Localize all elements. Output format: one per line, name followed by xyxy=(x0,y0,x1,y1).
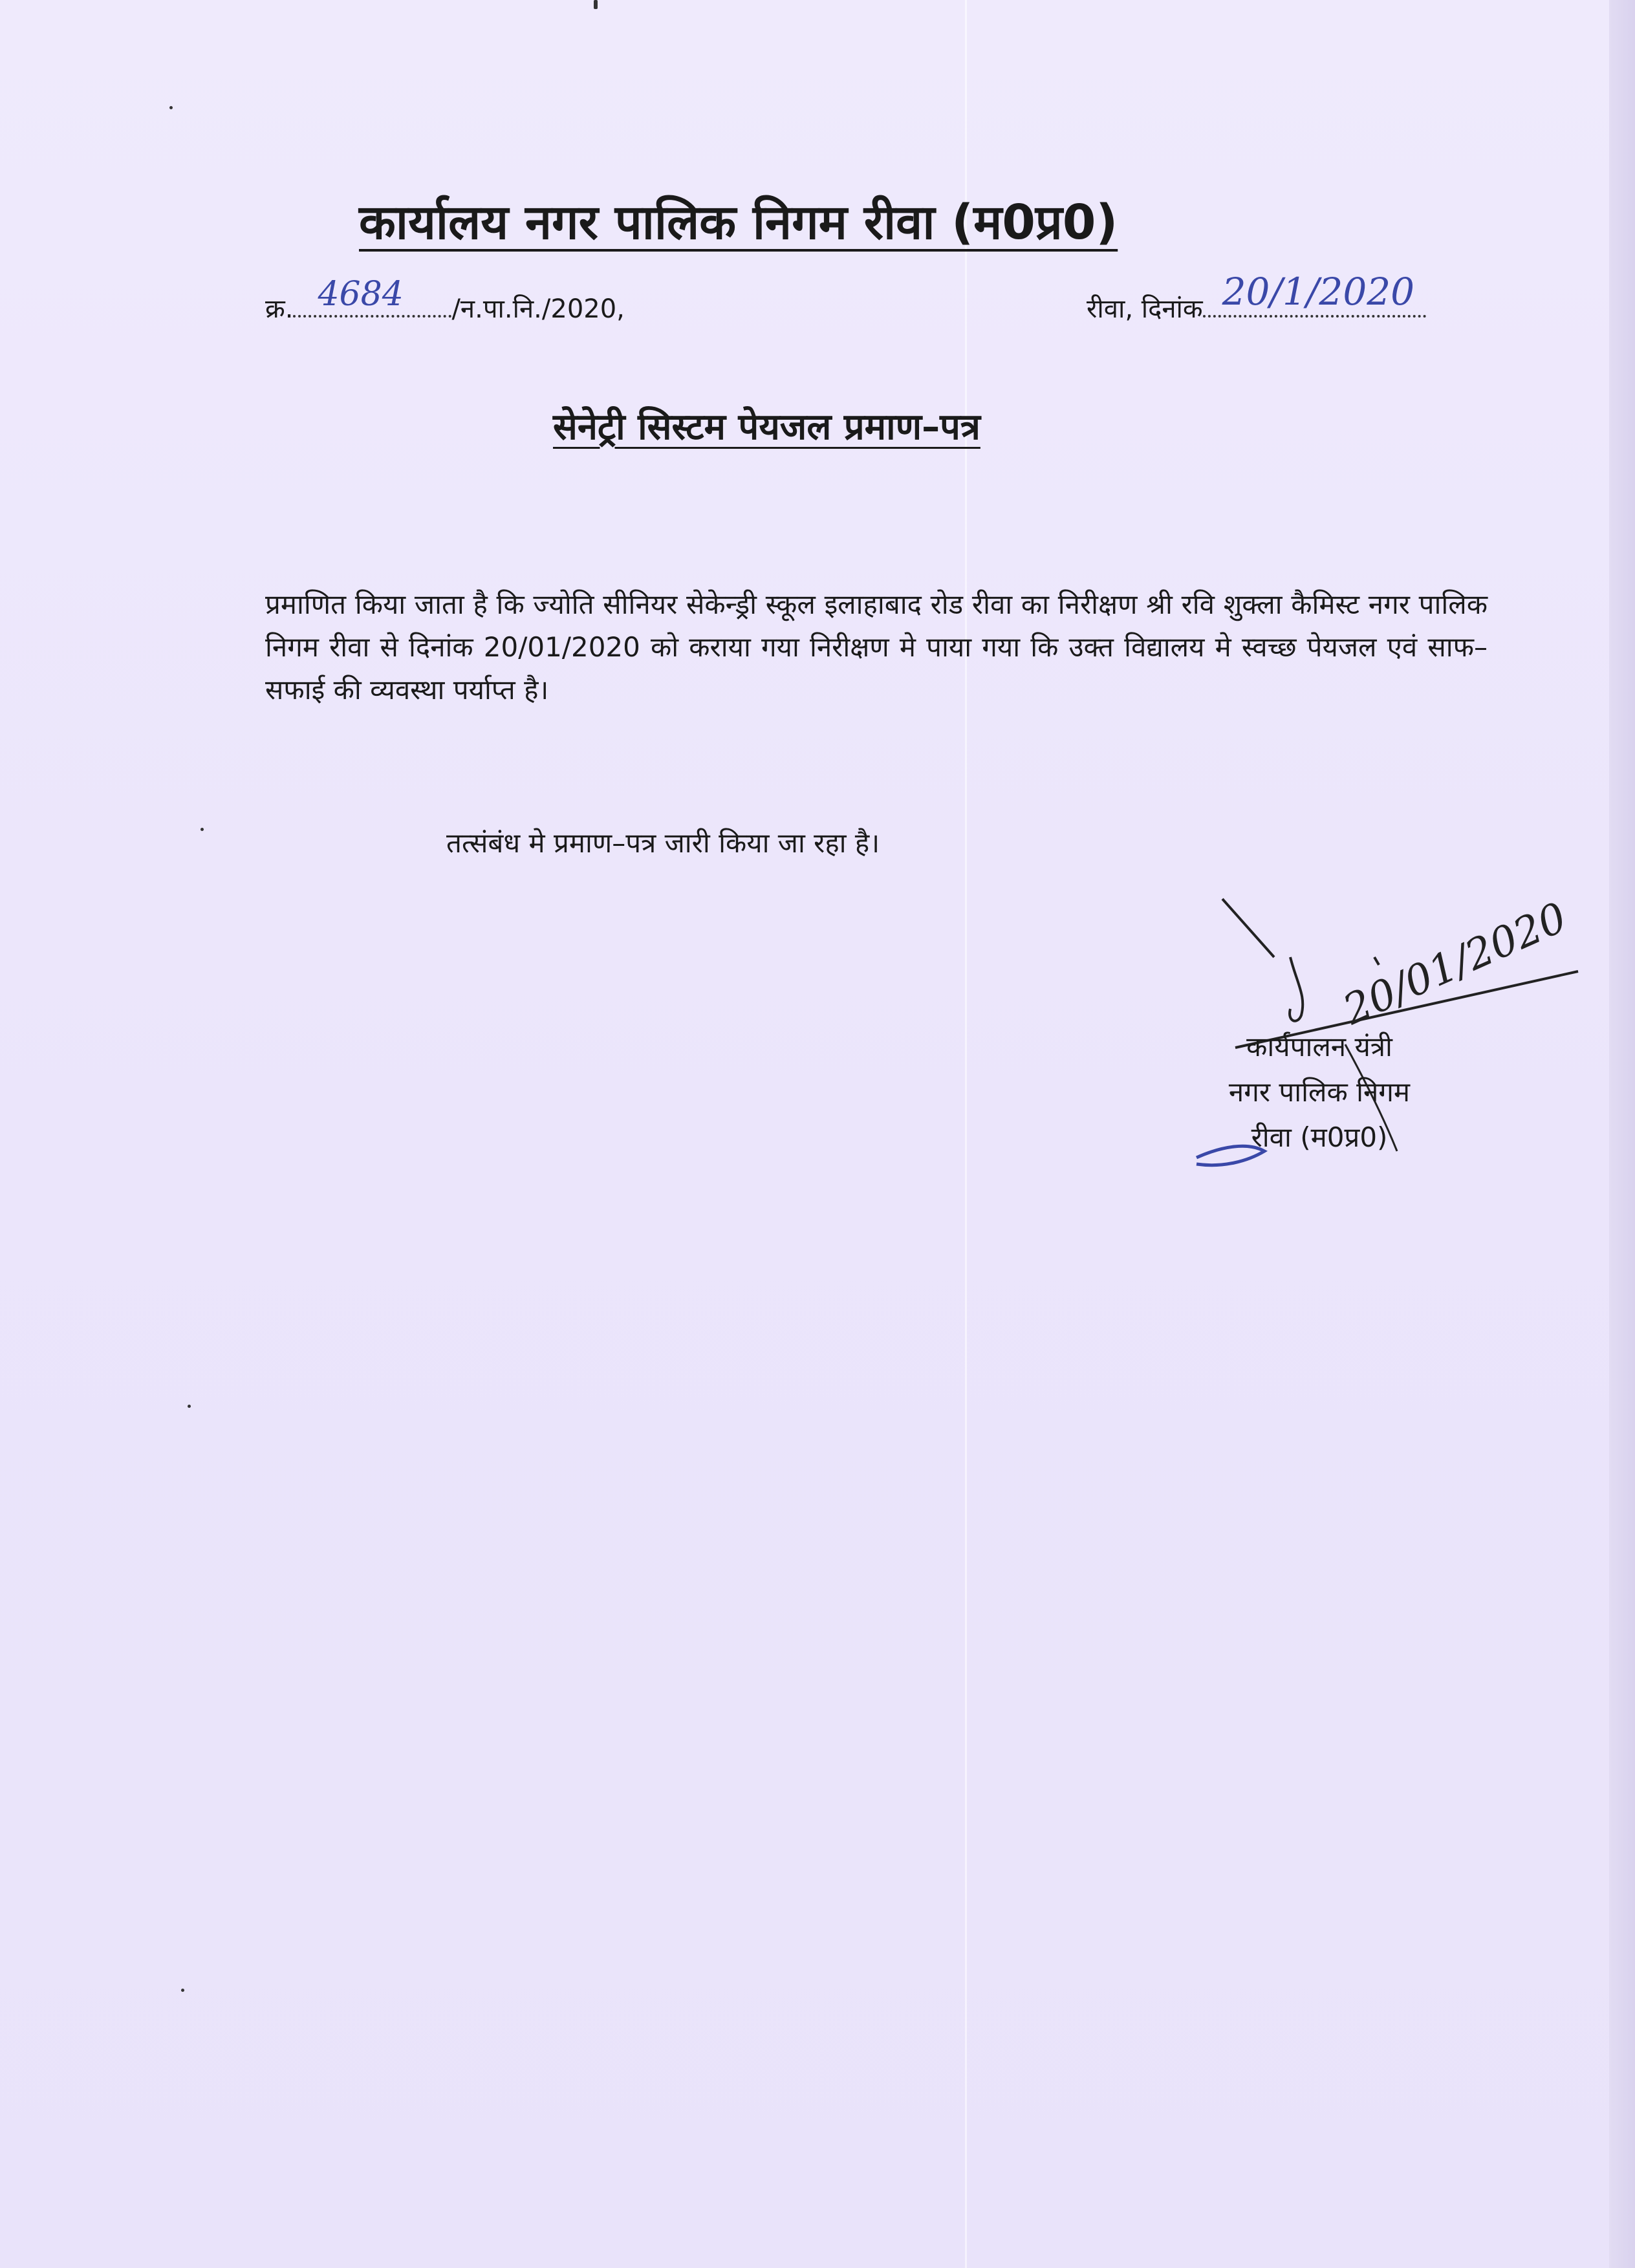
reference-suffix: /न.पा.नि./2020, xyxy=(451,294,625,324)
paper-speck xyxy=(181,1989,184,1992)
office-title: कार्यालय नगर पालिक निगम रीवा (म0प्र0) xyxy=(359,195,1118,250)
date-field xyxy=(1203,270,1426,318)
signature-handwritten-date: 20/01/2020 xyxy=(1336,893,1574,1035)
paper-speck xyxy=(169,106,173,109)
paper-speck xyxy=(200,828,204,831)
signature-block xyxy=(1184,1024,1455,1160)
signatory-office: नगर पालिक निगम xyxy=(1228,1076,1411,1108)
reference-handwritten-number: 4684 xyxy=(318,275,404,314)
paper-speck xyxy=(594,0,598,9)
paper-speck xyxy=(188,1405,191,1408)
signatory-place: रीवा (म0प्र0) xyxy=(1251,1121,1388,1153)
date-handwritten-value: 20/1/2020 xyxy=(1222,270,1415,314)
date-label: रीवा, दिनांक xyxy=(1087,294,1203,324)
closing-statement: तत्संबंध मे प्रमाण–पत्र जारी किया जा रहा है। xyxy=(446,827,880,859)
certificate-title: सेनेट्री सिस्टम पेयजल प्रमाण–पत्र xyxy=(553,406,980,448)
date-line xyxy=(1087,270,1426,325)
reference-prefix: क्र. xyxy=(265,294,294,324)
reference-number-line xyxy=(265,275,625,325)
paper-right-edge xyxy=(1609,0,1635,2268)
paper-fold-line xyxy=(965,0,967,2268)
reference-number-field xyxy=(293,275,451,318)
signatory-designation: कार्यपालन यंत्री xyxy=(1246,1031,1392,1063)
certificate-body-paragraph: प्रमाणित किया जाता है कि ज्योति सीनियर सेकेन्ड्री स्कूल इलाहाबाद रोड रीवा का निरीक्षण श्री रवि शुक्ला कैमिस्ट नगर पालिक निगम रीवा से दिनांक 20/01/2020 को कराया गया निरीक्षण मे पाया गया कि उक्त विद्यालय मे स्वच्छ पेयजल एवं साफ–सफाई की व्यवस्था पर्याप्त है। xyxy=(265,589,1488,706)
